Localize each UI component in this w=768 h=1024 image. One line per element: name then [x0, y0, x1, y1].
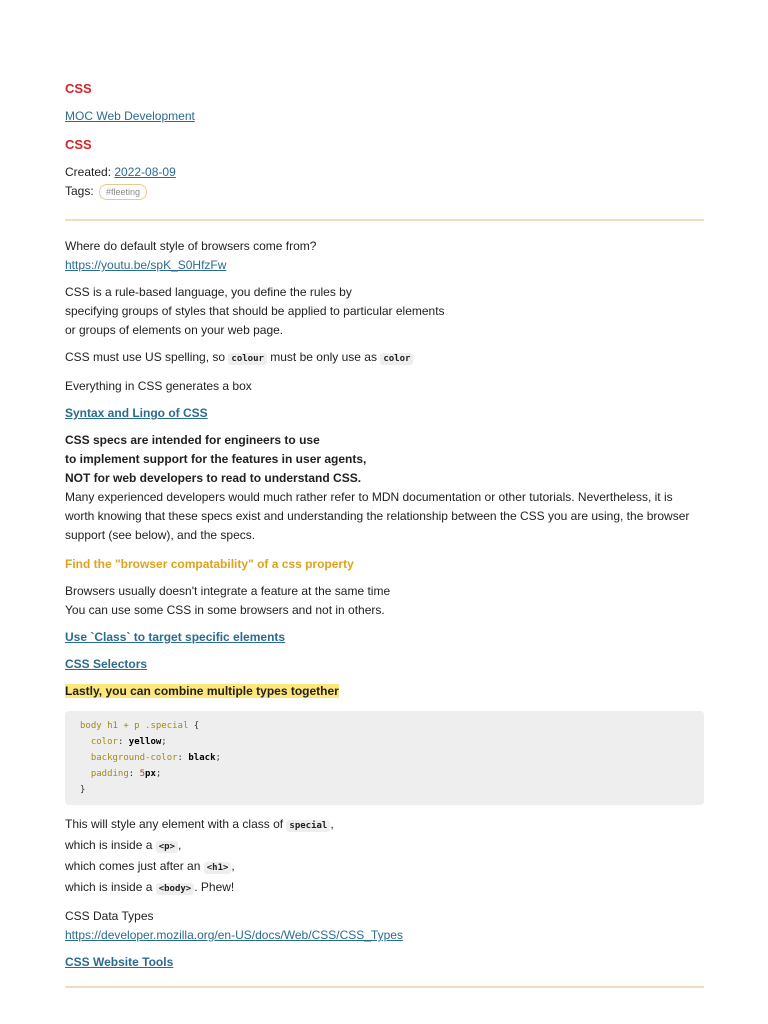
box-paragraph: Everything in CSS generates a box: [65, 379, 252, 393]
syntax-lingo-link[interactable]: Syntax and Lingo of CSS: [65, 406, 208, 420]
code-special: special: [286, 820, 330, 832]
rule-line-3: or groups of elements on your web page.: [65, 323, 284, 337]
style-l1-pre: This will style any element with a class of: [65, 817, 287, 831]
tags-label: Tags:: [65, 184, 98, 198]
compat-line-2: You can use some CSS in some browsers and not in others.: [65, 603, 385, 617]
specs-bold-3: NOT for web developers to read to understand CSS.: [65, 471, 362, 485]
code-open-brace: {: [188, 721, 200, 731]
mdn-css-types-link[interactable]: https://developer.mozilla.org/en-US/docs/Web/CSS/CSS_Types: [65, 928, 403, 942]
css-website-tools-link[interactable]: CSS Website Tools: [65, 955, 174, 969]
code-colour: colour: [228, 353, 267, 365]
specs-explanation: Many experienced developers would much rather refer to MDN documentation or other tutorials. Nevertheless, it is worth knowing that these specs exist and understanding the relationship between the CSS you are using, the browser support (see below), and the specs.: [65, 490, 690, 542]
css-selectors-link[interactable]: CSS Selectors: [65, 657, 148, 671]
note-title: CSS: [65, 137, 92, 152]
created-row: [65, 163, 703, 182]
style-l4-post: . Phew!: [194, 880, 235, 894]
tag-fleeting[interactable]: #fleeting: [99, 184, 147, 200]
created-date-link[interactable]: 2022-08-09: [114, 165, 176, 179]
default-styles-question: Where do default style of browsers come from?: [65, 239, 317, 253]
style-l2-post: ,: [177, 838, 182, 852]
compat-paragraph: [65, 582, 703, 620]
note-meta: [65, 163, 703, 201]
data-types-block: [65, 907, 703, 945]
style-l2-pre: which is inside a: [65, 838, 156, 852]
divider-bottom: [65, 986, 704, 988]
code-p: <p>: [156, 841, 178, 853]
data-types-label: CSS Data Types: [65, 909, 154, 923]
style-l1-post: ,: [330, 817, 334, 831]
spelling-text-mid: must be only use as: [266, 350, 381, 364]
code-val-black: black: [188, 753, 216, 763]
spelling-paragraph: [65, 348, 703, 369]
specs-paragraph: [65, 431, 703, 545]
created-label: Created:: [65, 165, 115, 179]
browser-compat-heading: Find the "browser compatability" of a css property: [65, 557, 354, 571]
spelling-text-pre: CSS must use US spelling, so: [65, 350, 229, 364]
code-selector: body h1 + p .special: [80, 721, 189, 731]
specs-bold-1: CSS specs are intended for engineers to use: [65, 433, 320, 447]
rule-line-2: specifying groups of styles that should be applied to particular elements: [65, 304, 445, 318]
combine-paragraph: [65, 682, 703, 701]
class-target-link[interactable]: Use `Class` to target specific elements: [65, 630, 286, 644]
combine-highlight: Lastly, you can combine multiple types together: [65, 684, 339, 698]
page-title: CSS: [65, 81, 92, 96]
css-code-block: body h1 + p .special { color: yellow; background-color: black; padding: 5px; }: [65, 711, 704, 805]
default-styles-block: [65, 237, 703, 275]
code-body: <body>: [156, 883, 195, 895]
code-prop-bg: background-color: [90, 753, 178, 763]
code-val-5: 5: [139, 769, 146, 779]
code-val-yellow: yellow: [128, 737, 162, 747]
code-prop-color: color: [90, 737, 118, 747]
moc-link[interactable]: MOC Web Development: [65, 109, 195, 123]
specs-bold-2: to implement support for the features in user agents,: [65, 452, 367, 466]
rule-line-1: CSS is a rule-based language, you define the rules by: [65, 285, 352, 299]
tags-row: [65, 182, 703, 201]
compat-line-1: Browsers usually doesn't integrate a feature at the same time: [65, 584, 391, 598]
code-prop-padding: padding: [90, 769, 129, 779]
rule-based-paragraph: [65, 283, 703, 340]
style-explanation: [65, 815, 703, 899]
code-color: color: [380, 353, 413, 365]
code-close-brace: }: [80, 785, 86, 795]
divider-top: [65, 219, 704, 221]
youtube-link[interactable]: https://youtu.be/spK_S0HfzFw: [65, 258, 227, 272]
style-l4-pre: which is inside a: [65, 880, 156, 894]
style-l3-post: ,: [231, 859, 235, 873]
code-val-px: px: [145, 769, 156, 779]
style-l3-pre: which comes just after an: [65, 859, 204, 873]
code-h1: <h1>: [204, 862, 232, 874]
